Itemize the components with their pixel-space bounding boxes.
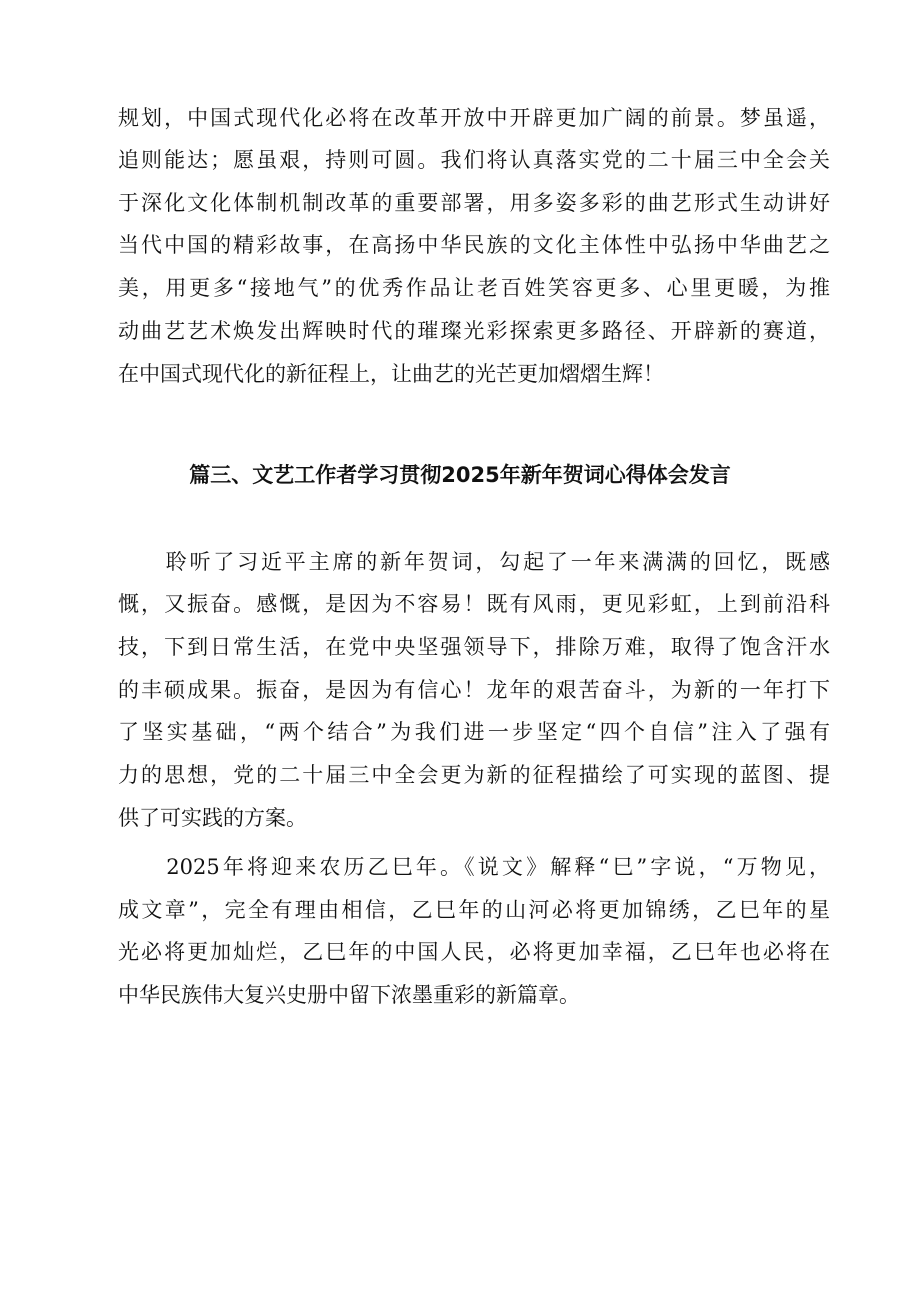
body-text-line: 追则能达；愿虽艰，持则可圆。我们将认真落实党的二十届三中全会关 bbox=[118, 148, 830, 172]
body-text-line: 中华民族伟大复兴史册中留下浓墨重彩的新篇章。 bbox=[118, 983, 580, 1007]
body-text-line: 供了可实践的方案。 bbox=[118, 806, 307, 830]
body-text-line: 动曲艺艺术焕发出辉映时代的璀璨光彩探索更多路径、开辟新的赛道， bbox=[118, 319, 830, 343]
body-text-line: 当代中国的精彩故事，在高扬中华民族的文化主体性中弘扬中华曲艺之 bbox=[118, 233, 830, 257]
body-text-line: 美，用更多“接地气”的优秀作品让老百姓笑容更多、心里更暖，为推 bbox=[118, 276, 830, 300]
body-text-line: 成文章”，完全有理由相信，乙巳年的山河必将更加锦绣，乙巳年的星 bbox=[118, 898, 830, 922]
body-text-line: 技，下到日常生活，在党中央坚强领导下，排除万难，取得了饱含汗水 bbox=[118, 635, 830, 659]
body-text-line: 规划，中国式现代化必将在改革开放中开辟更加广阔的前景。梦虽遥， bbox=[118, 106, 830, 130]
body-text-line: 力的思想，党的二十届三中全会更为新的征程描绘了可实现的蓝图、提 bbox=[118, 763, 830, 787]
body-text-line: 了坚实基础，“两个结合”为我们进一步坚定“四个自信”注入了强有 bbox=[118, 720, 830, 744]
body-text-line: 在中国式现代化的新征程上，让曲艺的光芒更加熠熠生辉！ bbox=[118, 362, 664, 386]
body-text-line: 慨，又振奋。感慨，是因为不容易！既有风雨，更见彩虹，上到前沿科 bbox=[118, 592, 830, 616]
body-text-line: 聆听了习近平主席的新年贺词，勾起了一年来满满的回忆，既感 bbox=[118, 550, 830, 574]
body-text-line: 于深化文化体制机制改革的重要部署，用多姿多彩的曲艺形式生动讲好 bbox=[118, 191, 830, 215]
section-title: 篇三、文艺工作者学习贯彻2025年新年贺词心得体会发言 bbox=[189, 463, 731, 487]
body-text-line: 2025年将迎来农历乙巳年。《说文》解释“巳”字说，“万物见， bbox=[118, 855, 830, 879]
body-text-line: 的丰硕成果。振奋，是因为有信心！龙年的艰苦奋斗，为新的一年打下 bbox=[118, 678, 830, 702]
body-text-line: 光必将更加灿烂，乙巳年的中国人民，必将更加幸福，乙巳年也必将在 bbox=[118, 940, 830, 964]
